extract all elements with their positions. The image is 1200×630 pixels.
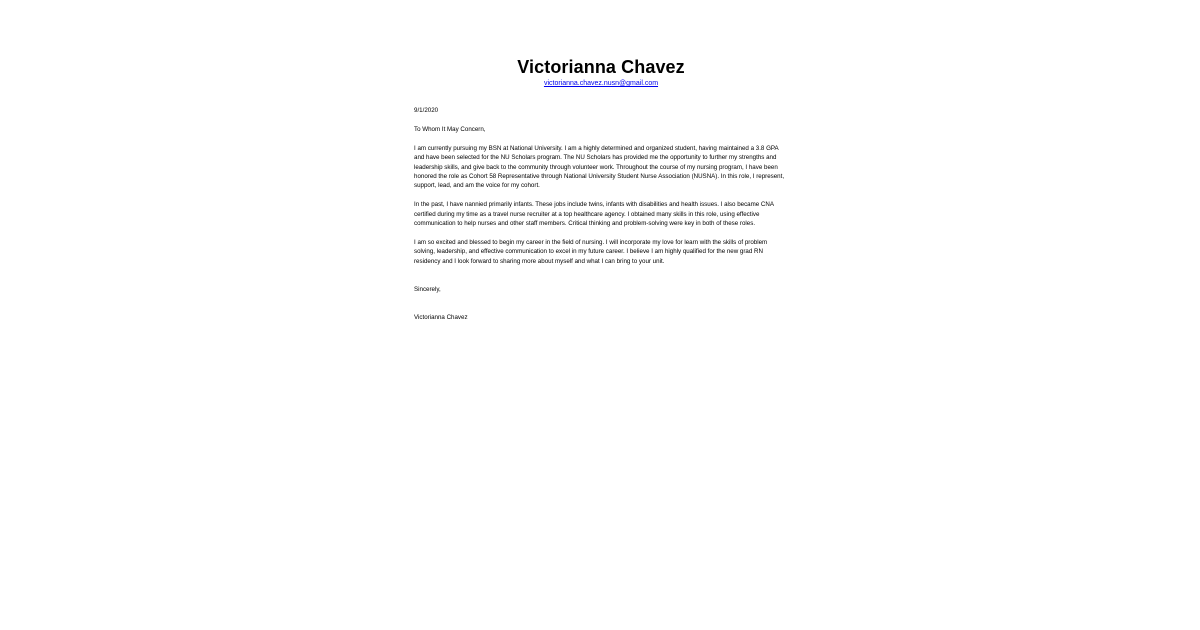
contact-line xyxy=(414,79,788,88)
letter-closing: Sincerely, xyxy=(414,285,441,293)
letter-date: 9/1/2020 xyxy=(414,107,439,114)
cover-letter xyxy=(414,56,788,323)
letter-signature: Victorianna Chavez xyxy=(414,314,468,322)
applicant-name: Victorianna Chavez xyxy=(517,57,685,77)
paragraph-education: I am currently pursuing my BSN at National University. I am a highly determined and organized student, having maintained a 3.8 GPA and have been selected for the NU Scholars program. The NU Scholars has provided me the opportunity to further my strengths and leadership skills, and give back to the community through volunteer work. Throughout the course of my nursing program, I have been honored the role as Cohort 58 Representative through National University Student Nurse Association (NUSNA). In this role, I represent, support, lead, and am the voice for my cohort. xyxy=(414,144,785,190)
paragraph-experience: In the past, I have nannied primarily infants. These jobs include twins, infants with disabilities and health issues. I also became CNA certified during my time as a travel nurse recruiter at a top healthcare agency. I obtained many skills in this role, using effective communication to help nurses and other staff members. Critical thinking and problem-solving were key in both of these roles. xyxy=(414,201,774,228)
email-link[interactable]: victorianna.chavez.nusn@gmail.com xyxy=(543,80,659,87)
letter-greeting: To Whom It May Concern, xyxy=(414,126,486,133)
paragraph-career-goals: I am so excited and blessed to begin my career in the field of nursing. I will incorporate my love for learn with the skills of problem solving, leadership, and effective communication to excel in my future career. I believe I am highly qualified for the new grad RN residency and I look forward to sharing more about myself and what I can bring to your unit. xyxy=(414,238,768,265)
